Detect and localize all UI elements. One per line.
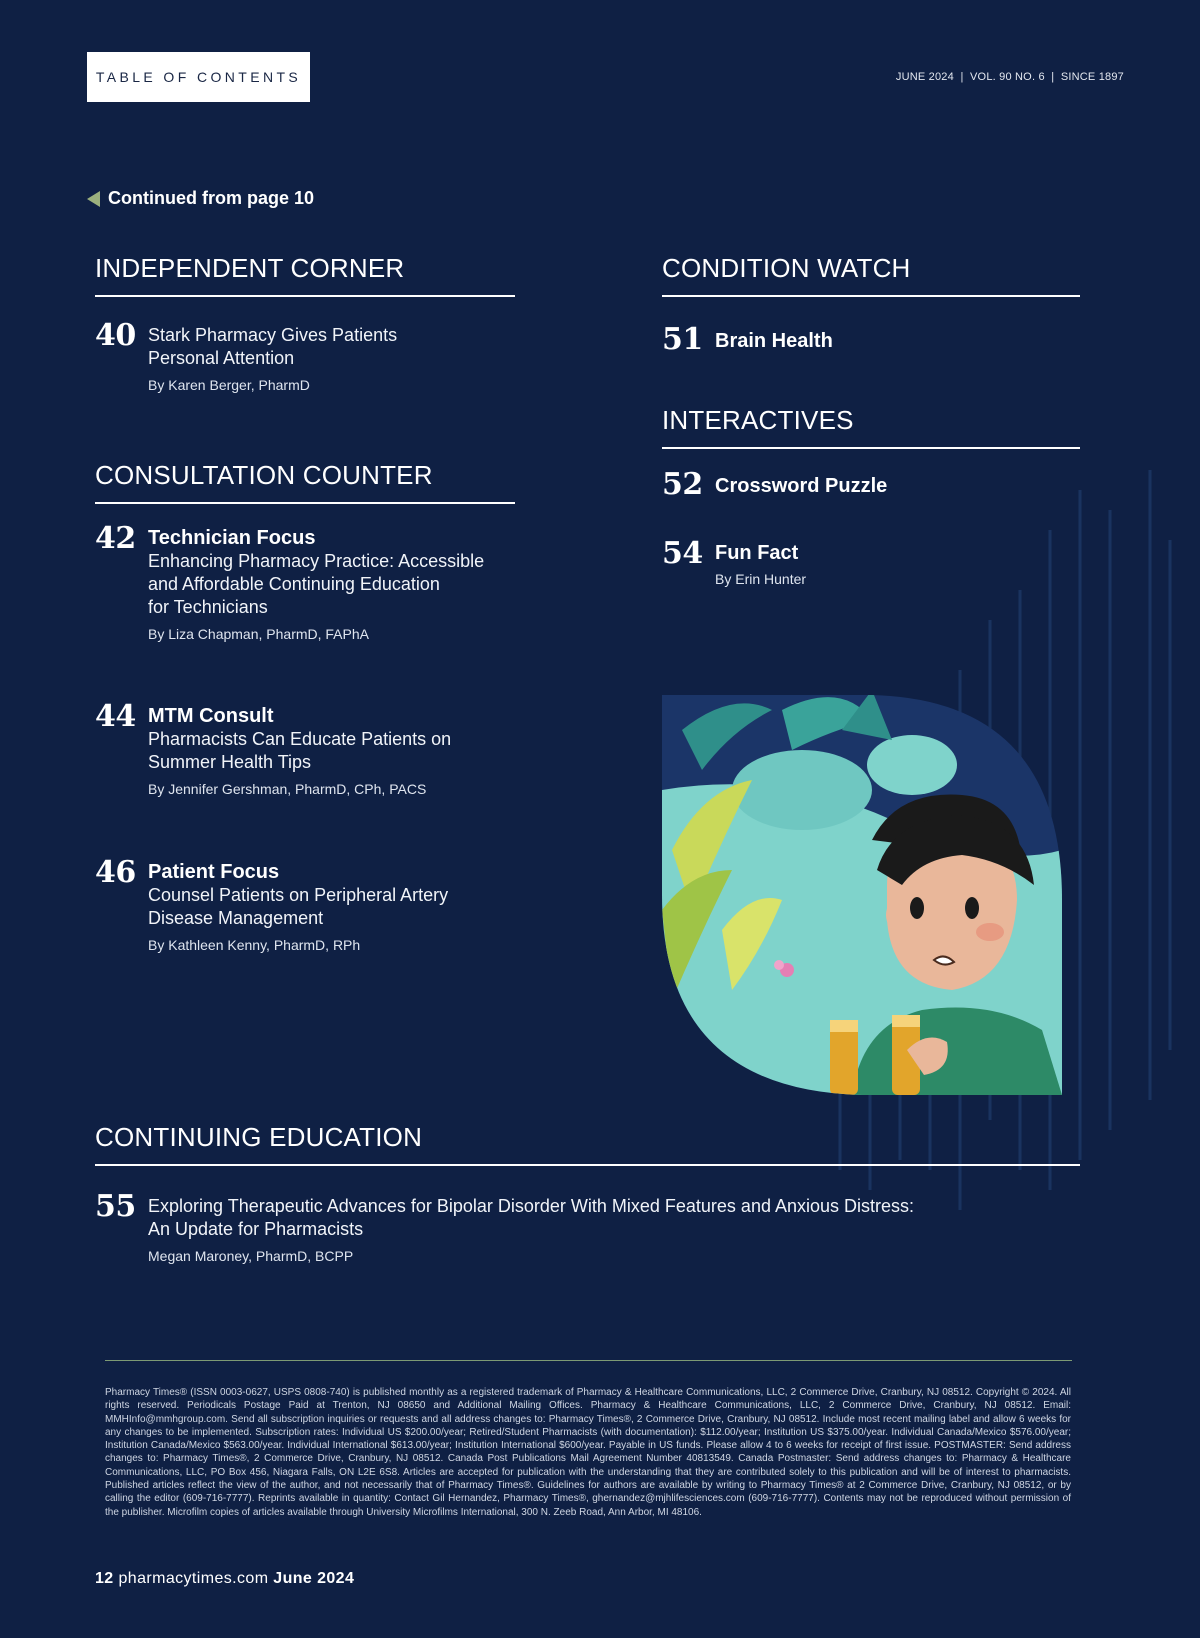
page-number: 55 [95, 1189, 136, 1224]
section-title: INTERACTIVES [662, 405, 1080, 449]
toc-entry[interactable] [662, 468, 1080, 502]
article-headline: Counsel Patients on Peripheral Artery Disease Management [148, 885, 449, 928]
toc-entry[interactable] [95, 319, 515, 394]
page-number: 52 [662, 467, 703, 502]
article-byline: By Jennifer Gershman, PharmD, CPh, PACS [148, 781, 427, 797]
department-label: MTM Consult [148, 705, 274, 727]
article-headline: Pharmacists Can Educate Patients on Summer Health Tips [148, 729, 452, 772]
article-headline: Stark Pharmacy Gives Patients Personal Attention [148, 325, 398, 368]
footer-date: June 2024 [273, 1570, 355, 1587]
table-of-contents-label: TABLE OF CONTENTS [87, 52, 310, 102]
page-number: 42 [95, 521, 136, 556]
section-condition-watch [662, 253, 1080, 297]
section-continuing-education [95, 1122, 1080, 1166]
page-number: 40 [95, 318, 136, 353]
article-byline: By Erin Hunter [715, 571, 807, 587]
department-label: Patient Focus [148, 861, 280, 883]
section-consultation-counter [95, 460, 515, 504]
article-headline: Enhancing Pharmacy Practice: Accessible and Affordable Continuing Education for Technicians [148, 551, 485, 617]
section-title: INDEPENDENT CORNER [95, 253, 515, 297]
article-headline: Fun Fact [715, 542, 799, 564]
page-number-footer: 12 [95, 1570, 114, 1587]
footer-divider [105, 1360, 1072, 1361]
toc-entry[interactable] [95, 856, 555, 954]
article-byline: Megan Maroney, PharmD, BCPP [148, 1248, 354, 1264]
left-arrow-icon [87, 191, 100, 207]
page-number: 51 [662, 322, 703, 357]
article-headline: Crossword Puzzle [715, 475, 888, 497]
toc-entry[interactable] [95, 522, 555, 643]
department-label: Technician Focus [148, 527, 316, 549]
page-number: 44 [95, 699, 136, 734]
toc-entry[interactable] [95, 1190, 1080, 1265]
section-title: CONSULTATION COUNTER [95, 460, 515, 504]
page-number: 46 [95, 855, 136, 890]
toc-entry[interactable] [95, 700, 555, 798]
publication-legal-notice: Pharmacy Times® (ISSN 0003-0627, USPS 0808-740) is published monthly as a registered trademark of Pharmacy & Healthcare Communications, LLC, 2 Commerce Drive, Cranbury, NJ 08512. Copyright © 2024. All rights reserved. Periodicals Postage Paid at Trenton, NJ 08650 and Additional Mailing Offices. Pharmacy & Healthcare Communications, LLC, 2 Commerce Drive, Cranbury, NJ 08512. Email: MMHInfo@mmhgroup.com. Send all subscription inquiries or requests and all address changes to: Pharmacy Times®, 2 Commerce Drive, Cranbury, NJ 08512. Include most recent mailing label and allow 6 weeks for any changes to be implemented. Subscription rates: Individual US $200.00/year; Retired/Student Pharmacists (with documentation): $112.00/year; Institution US $375.00/year. Individual Canada/Mexico $576.00/year; Institution Canada/Mexico $563.00/year. Individual International $613.00/year; Institution International $600/year. Payable in US funds. Please allow 4 to 6 weeks for receipt of first issue. POSTMASTER: Send address changes to: Pharmacy Times®, 2 Commerce Drive, Cranbury, NJ 08512. Canada Post Publications Mail Agreement Number 40813549. Canada Postmaster: Send address changes to: Pharmacy & Healthcare Communications, LLC, PO Box 456, Niagara Falls, ON L2E 6S8. Articles are accepted for publication with the understanding that they are contributed solely to this publication and will be of interest to pharmacists. Published articles reflect the view of the author, and not necessarily that of Pharmacy Times®. Guidelines for authors are available by writing to Pharmacy Times® at 2 Commerce Drive, Cranbury, NJ 08512, or by calling the editor (609-716-7777). Reprints available in quantity: Contact Gil Hernandez, Pharmacy Times®, ghernandez@mjhlifesciences.com (609-716-7777). Contents may not be reproduced without permission of the publisher. Microfilm copies of articles available through University Microfilms International, 300 N. Zeeb Road, Ann Arbor, MI 48106. [105, 1387, 1071, 1518]
page-footer [95, 1570, 354, 1588]
section-title: CONTINUING EDUCATION [95, 1122, 1080, 1166]
page-number: 54 [662, 536, 703, 571]
continued-text: Continued from page 10 [108, 188, 315, 208]
article-headline: Exploring Therapeutic Advances for Bipolar Disorder With Mixed Features and Anxious Distress: An Update for Pharmacists [148, 1196, 915, 1239]
article-byline: By Liza Chapman, PharmD, FAPhA [148, 626, 369, 642]
section-independent-corner [95, 253, 515, 394]
article-headline: Brain Health [715, 330, 833, 352]
continued-note [87, 188, 314, 209]
website-link[interactable]: pharmacytimes.com [118, 1570, 269, 1587]
toc-entry[interactable] [662, 537, 1080, 588]
boy-with-plants-illustration [662, 670, 1062, 1095]
article-byline: By Karen Berger, PharmD [148, 377, 310, 393]
issue-info: JUNE 2024 | VOL. 90 NO. 6 | SINCE 1897 [895, 71, 1124, 83]
toc-entry[interactable] [662, 323, 1080, 357]
section-interactives [662, 405, 1080, 449]
article-byline: By Kathleen Kenny, PharmD, RPh [148, 937, 361, 953]
section-title: CONDITION WATCH [662, 253, 1080, 297]
